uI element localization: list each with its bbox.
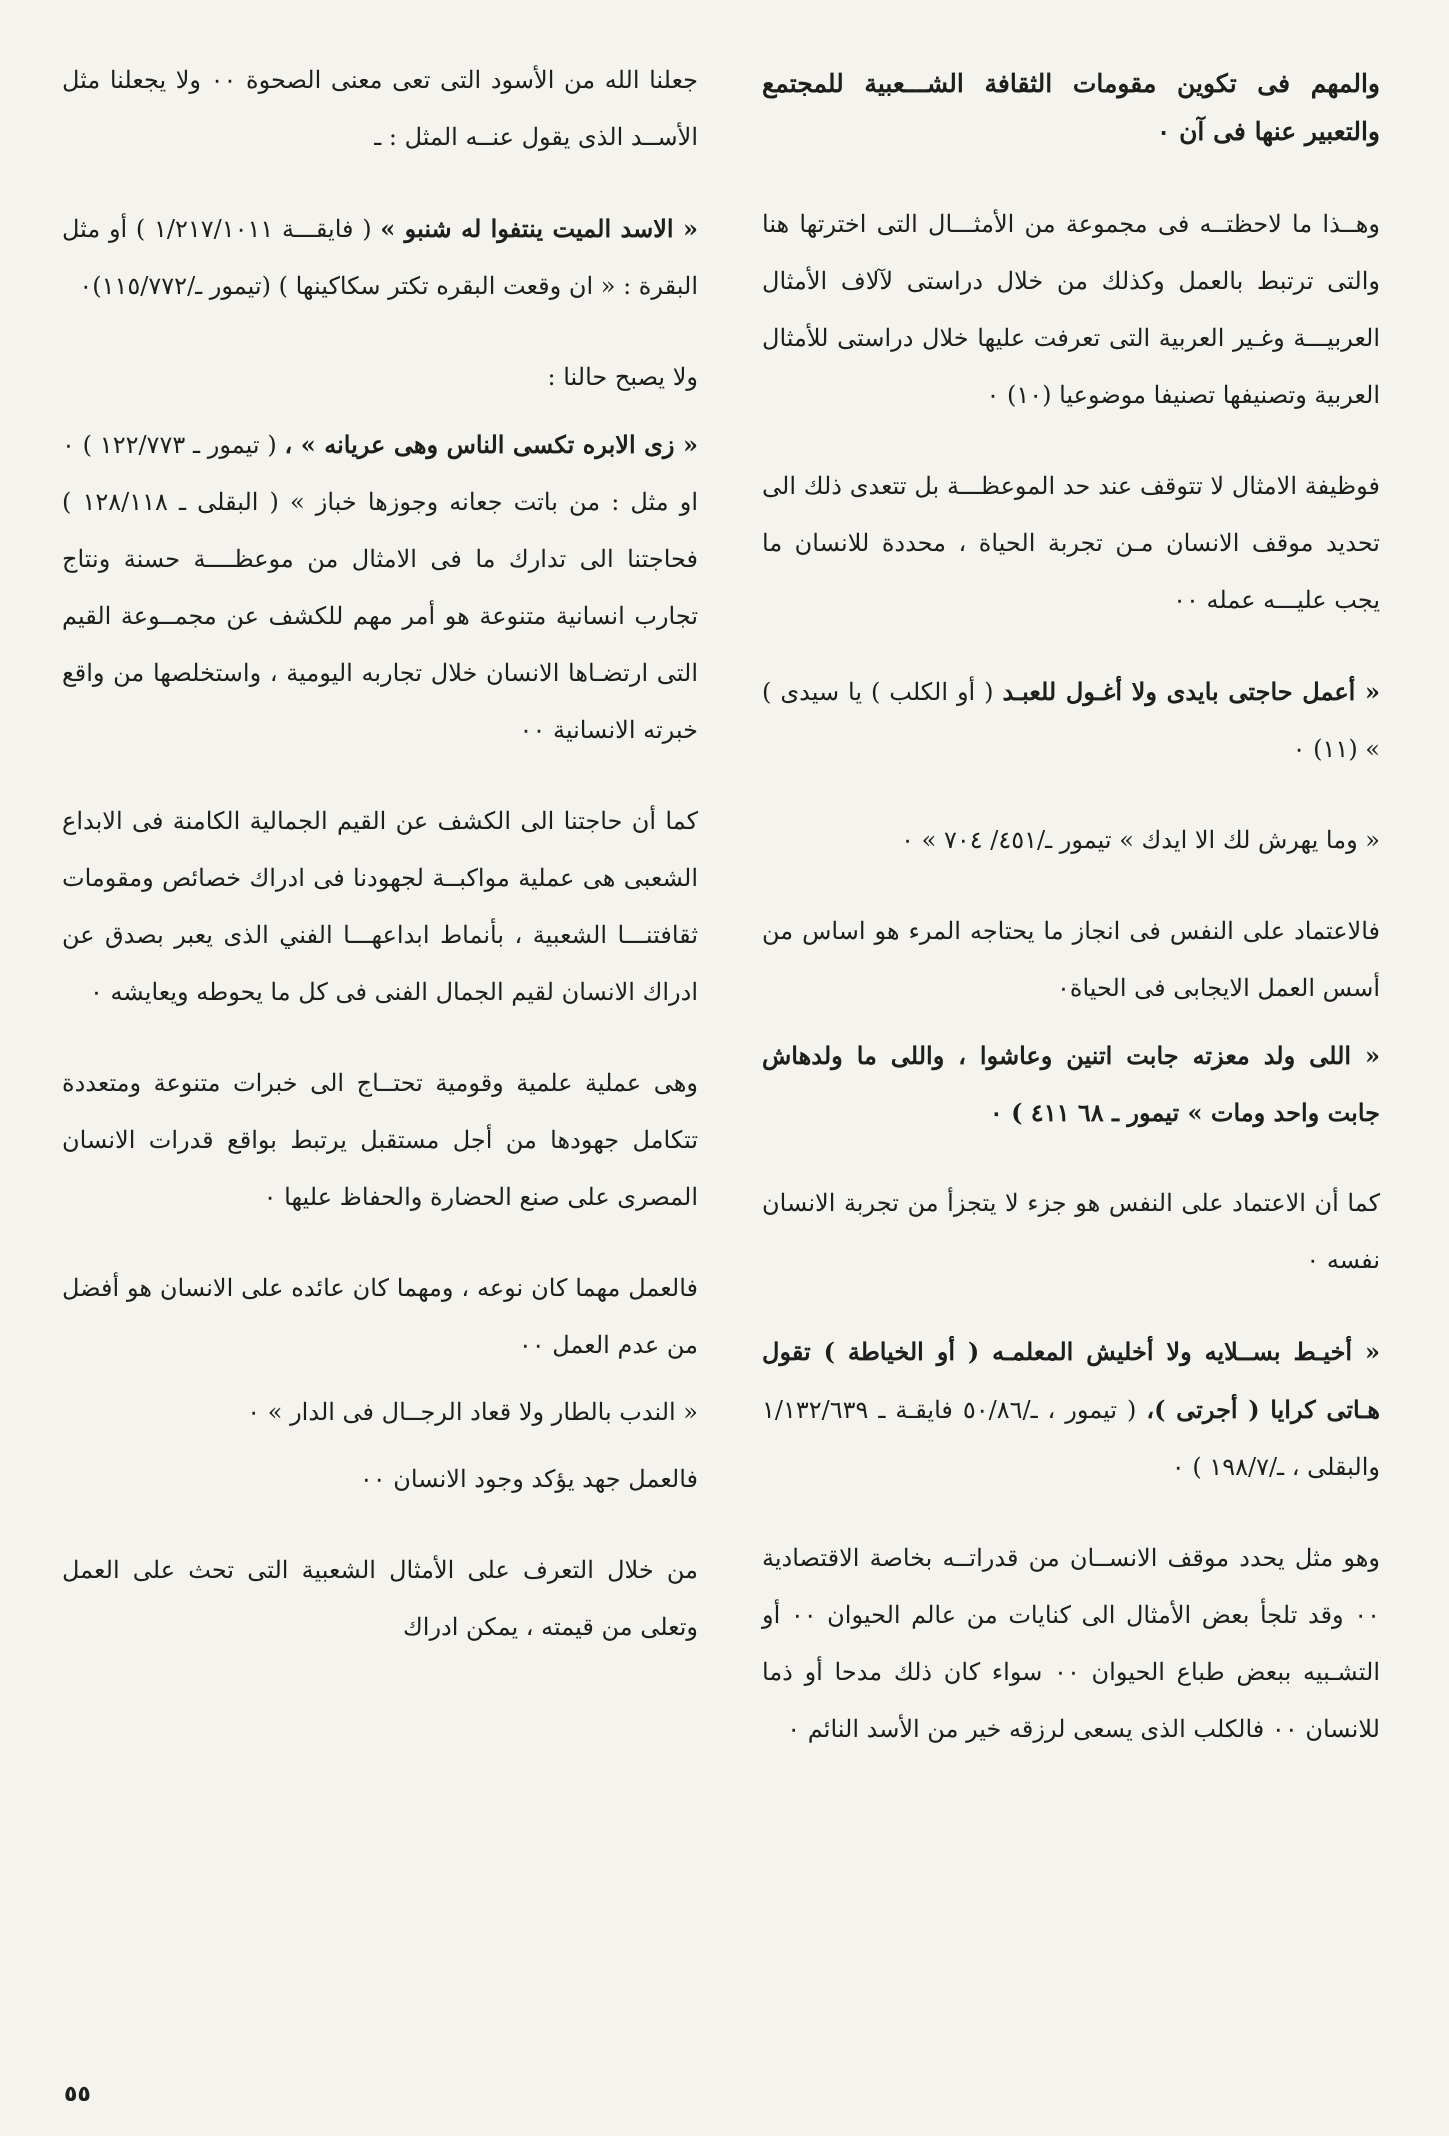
proverb-text: « زى الابره تكسى الناس وهى عريانه » ، [284,430,698,459]
paragraph: كما أن الاعتماد على النفس هو جزء لا يتجزأ من تجربة الانسان نفسه ٠ [762,1189,1380,1274]
paragraph: فالاعتماد على النفس فى انجاز ما يحتاجه المرء هو اساس من أسس العمل الايجابى فى الحياة٠ [762,917,1380,1002]
paragraph: وهى عملية علمية وقومية تحتــاج الى خبرات متنوعة ومتعددة تتكامل جهودها من أجل مستقبل يرتبط بواقع قدرات الانسان المصرى على صنع الحضارة والحفاظ عليها ٠ [62,1069,698,1211]
right-column [762,52,1380,1792]
paragraph: جعلنا الله من الأسود التى تعى معنى الصحوة ٠٠ ولا يجعلنا مثل الأســد الذى يقول عنــه المثل : ـ [62,66,699,151]
paragraph: فوظيفة الامثال لا تتوقف عند حد الموعظـــة بل تتعدى ذلك الى تحديد موقف الانسان مـن تجربة الحياة ، محددة للانسان ما يجب عليـــه عمله ٠٠ [762,472,1380,614]
proverb-citation: ( أو الكلب ) يا سيدى ) » (١١) ٠ [762,678,1380,763]
proverb-text: « أعمل حاجتى بايدى ولا أغـول للعبـد [1002,677,1381,706]
left-column [62,52,698,1690]
paragraph: وهــذا ما لاحظتــه فى مجموعة من الأمثـــال التى اخترتها هنا والتى ترتبط بالعمل وكذلك من خلال دراستى لآلاف الأمثال العربيـــة وغـير العربية التى تعرفت عليها خلال دراستى للأمثال العربية وتصنيفها تصنيفا موضوعيا (١٠) ٠ [762,210,1380,409]
proverb [62,416,698,759]
paragraph: ولا يصبح حالنا : [547,363,698,391]
paragraph: وهو مثل يحدد موقف الانســان من قدراتــه بخاصة الاقتصادية ٠٠ وقد تلجأ بعض الأمثال الى كنايات من عالم الحيوان ٠٠ أو التشـبيه ببعض طباع الحيوان ٠٠ سواء كان ذلك مدحا أو ذما للانسان ٠٠ فالكلب الذى يسعى لرزقه خير من الأسد النائم ٠ [762,1544,1380,1743]
proverb-text: « الاسد الميت ينتفوا له شنبو » [380,214,699,243]
paragraph: فالعمل مهما كان نوعه ، ومهما كان عائده على الانسان هو أفضل من عدم العمل ٠٠ [62,1274,698,1359]
proverb: « الندب بالطار ولا قعاد الرجــال فى الدار » ٠ [247,1398,698,1426]
proverb-citation: ( تيمور ـ ١٢٢/٧٧٣ ) ٠ او مثل : من باتت جعانه وجوزها خباز » ( البقلى ـ ١٢٨/١١٨ ) فحاجتنا الى تدارك ما فى الامثال من موعظــــة حسنة ونتاج تجارب انسانية متنوعة هو أمر مهم للكشف عن مجمــوعة القيم التى ارتضـاها الانسان خلال تجاربه اليومية ، واستخلصها من واقع خبرته الانسانية ٠٠ [62,431,698,744]
proverb [762,663,1380,778]
proverb-text: « أخيـط بســلايه ولا أخليش المعلمـه ( أو الخياطة ) تقول هـاتى كرايا ( أجرتى )، [762,1337,1381,1424]
proverb-citation: ( فايقـــة ١/٢١٧/١٠١١ ) أو مثل البقرة : « ان وقعت البقره تكتر سكاكينها ) (تيمور ـ/١١٥/٧٧٢)٠ [62,215,698,300]
proverb [62,200,698,315]
section-heading: والمهم فى تكوين مقومات الثقافة الشـــعبية للمجتمع والتعبير عنها فى آن ٠ [762,69,1380,146]
proverb: « اللى ولد معزته جابت اتنين وعاشوا ، واللى ما ولدهاش جابت واحد ومات » تيمور ـ ٦٨ ٤١١ ) ٠ [762,1041,1380,1127]
page-number: ٥٥ [64,2082,91,2107]
proverb [762,1323,1380,1496]
paragraph: كما أن حاجتنا الى الكشف عن القيم الجمالية الكامنة فى الابداع الشعبى هى عملية مواكبــة لجهودنا فى ادراك خصائص ومقومات ثقافتنـــا الشعبية ، بأنماط ابداعهـــا الفني الذى يعبر بصدق عن ادراك الانسان لقيم الجمال الفنى فى كل ما يحوطه ويعايشه ٠ [62,807,698,1006]
proverb-citation: ( تيمور ، ـ/٥٠/٨٦ فايقـة ـ ١/١٣٢/٦٣٩ والبقلى ، ـ/١٩٨/٧ ) ٠ [762,1396,1380,1481]
proverb: « وما يهرش لك الا ايدك » تيمور ـ/٤٥١/ ٧٠٤ » ٠ [901,826,1380,854]
paragraph: فالعمل جهد يؤكد وجود الانسان ٠٠ [359,1465,698,1493]
paragraph: من خلال التعرف على الأمثال الشعبية التى تحث على العمل وتعلى من قيمته ، يمكن ادراك [62,1556,698,1641]
